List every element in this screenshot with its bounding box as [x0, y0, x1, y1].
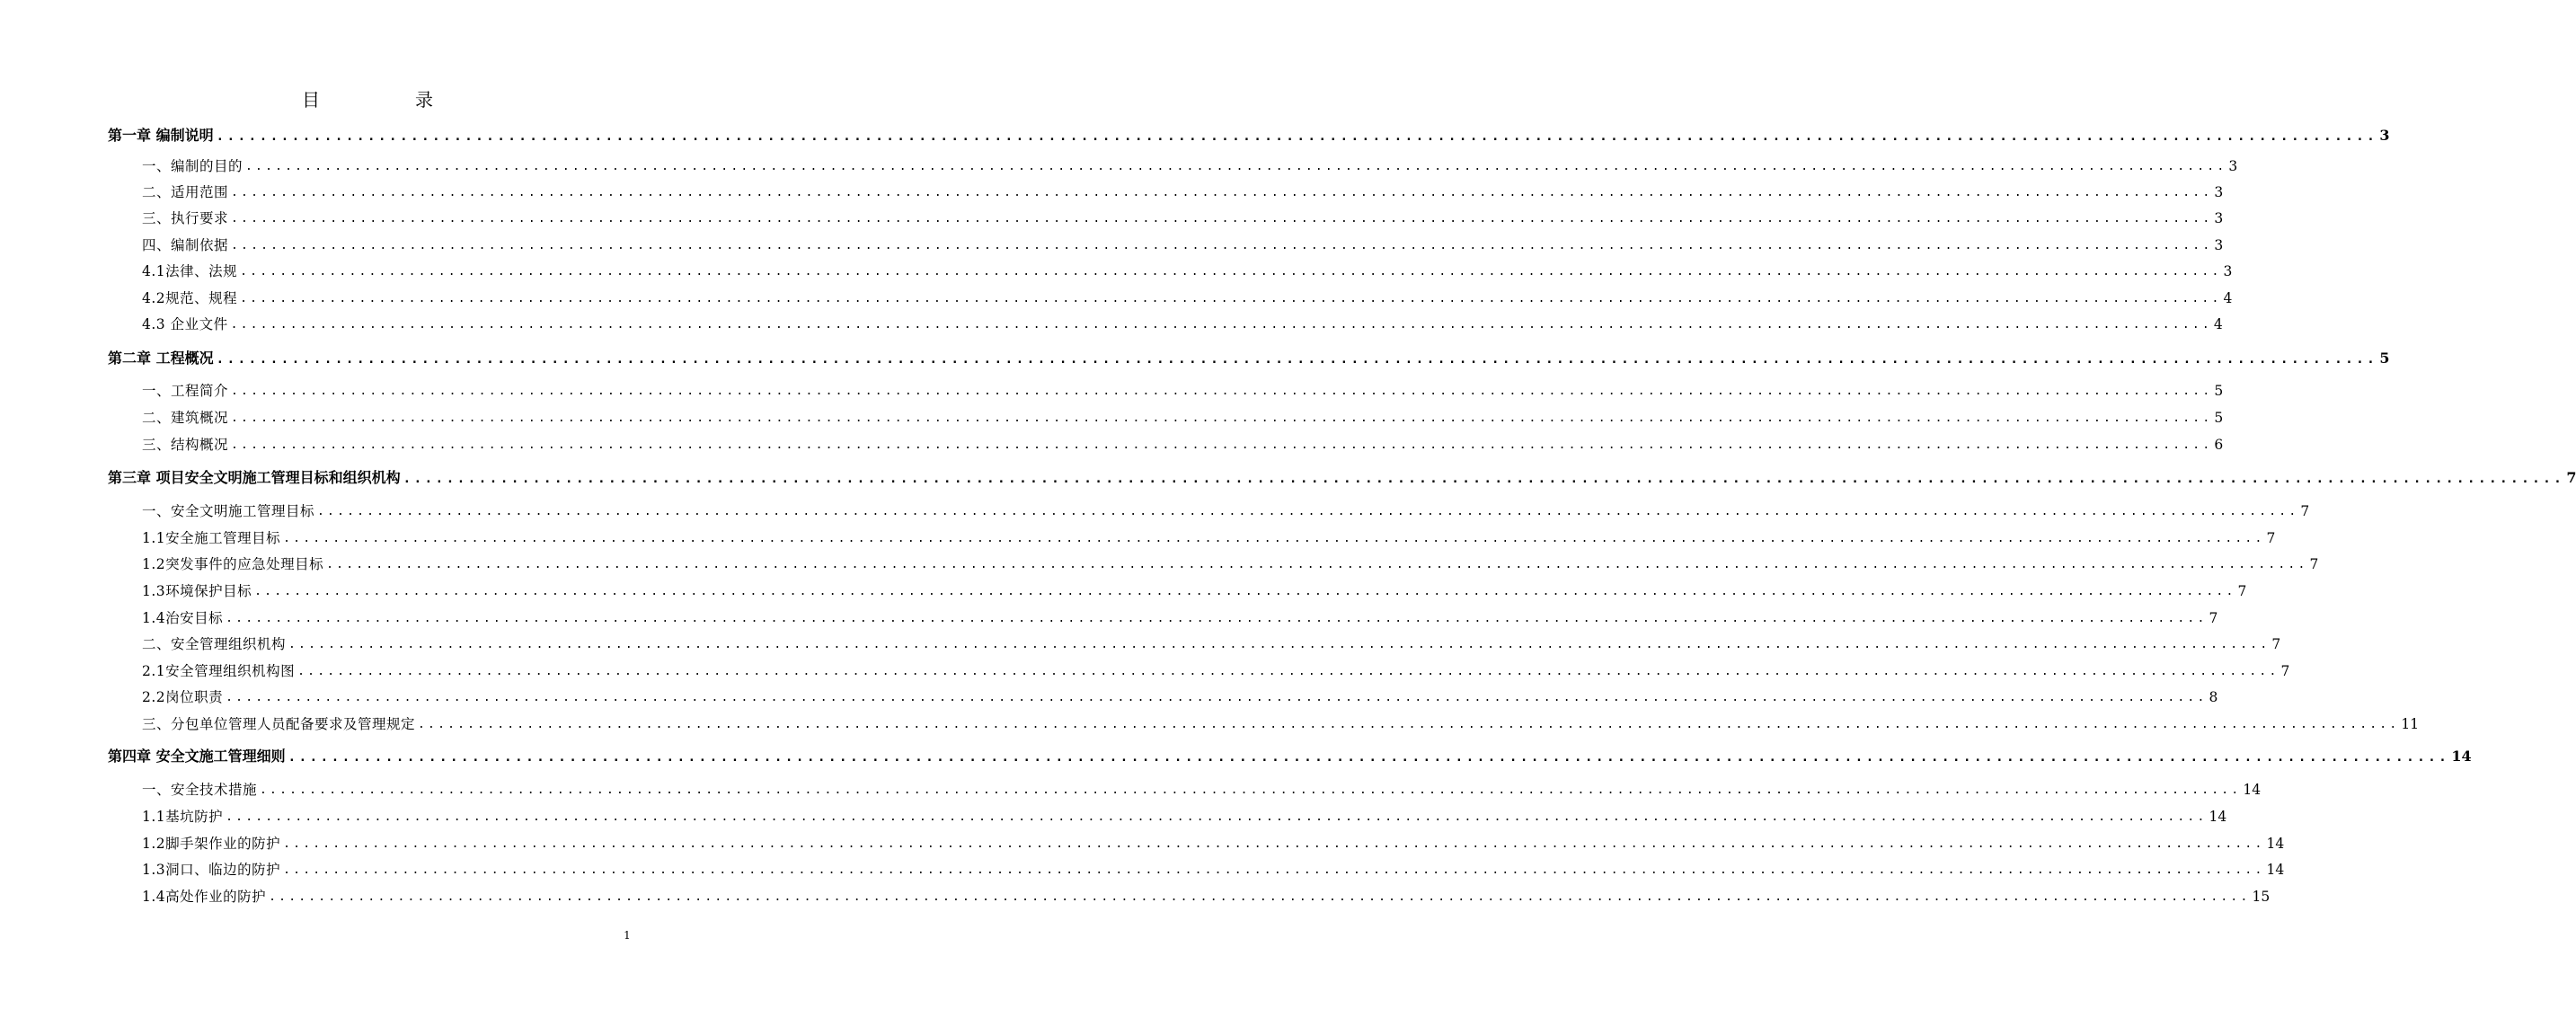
toc-entry-page-number: 7: [2280, 663, 2290, 679]
toc-section-entry[interactable]: [142, 634, 2281, 654]
dot-leader: ........................................................................................................................................................................................................: [240, 265, 2222, 279]
dot-leader: ........................................................................................................................................................................................................: [230, 318, 2212, 332]
dot-leader: ........................................................................................................................................................................................................: [231, 438, 2213, 452]
toc-section-entry[interactable]: [142, 714, 2420, 734]
toc-entry-page-number: 4: [2213, 316, 2223, 332]
page-number: 1: [624, 929, 631, 942]
toc-entry-page-number: 8: [2209, 689, 2218, 705]
toc-entry-label: 2.1安全管理组织机构图: [142, 663, 296, 679]
toc-entry-page-number: 6: [2214, 437, 2224, 453]
toc-entry-page-number: 7: [2237, 583, 2247, 599]
dot-leader: ........................................................................................................................................................................................................: [269, 890, 2251, 904]
dot-leader: ........................................................................................................................................................................................................: [288, 750, 2450, 765]
toc-title-char-1: 目: [302, 89, 320, 111]
dot-leader: ........................................................................................................................................................................................................: [216, 129, 2378, 144]
dot-leader: ........................................................................................................................................................................................................: [283, 863, 2265, 877]
toc-section-entry[interactable]: [142, 501, 2310, 521]
toc-section-entry[interactable]: [142, 834, 2285, 854]
toc-entry-label: 三、分包单位管理人员配备要求及管理规定: [142, 716, 416, 732]
toc-entry-label: 二、适用范围: [142, 184, 229, 200]
toc-section-entry[interactable]: [142, 554, 2319, 574]
dot-leader: ........................................................................................................................................................................................................: [216, 352, 2378, 367]
toc-entry-label: 二、安全管理组织机构: [142, 636, 287, 652]
dot-leader: ........................................................................................................................................................................................................: [283, 837, 2265, 851]
toc-entry-label: 一、安全技术措施: [142, 782, 258, 798]
toc-section-entry[interactable]: [142, 288, 2233, 308]
toc-entry-page-number: 3: [2214, 210, 2224, 226]
toc-entry-page-number: 5: [2379, 350, 2390, 367]
toc-entry-label: 四、编制依据: [142, 237, 229, 253]
toc-section-entry[interactable]: [142, 408, 2224, 428]
toc-entry-page-number: 5: [2214, 383, 2224, 399]
toc-entry-page-number: 3: [2228, 158, 2238, 174]
toc-entry-page-number: 4: [2223, 290, 2233, 306]
toc-entry-page-number: 14: [2266, 862, 2285, 878]
dot-leader: ........................................................................................................................................................................................................: [317, 505, 2299, 518]
dot-leader: ........................................................................................................................................................................................................: [297, 665, 2279, 678]
toc-title: [0, 86, 713, 113]
toc-chapter-entry[interactable]: [108, 747, 2472, 766]
dot-leader: ........................................................................................................................................................................................................: [283, 532, 2265, 545]
toc-entry-page-number: 3: [2214, 237, 2224, 253]
toc-section-entry[interactable]: [142, 381, 2224, 401]
toc-entry-page-number: 3: [2379, 127, 2390, 144]
toc-entry-label: 1.3环境保护目标: [142, 583, 252, 599]
toc-entry-label: 第三章 项目安全文明施工管理目标和组织机构: [108, 469, 401, 486]
toc-chapter-entry[interactable]: [108, 468, 2576, 488]
toc-entry-label: 4.1法律、法规: [142, 263, 238, 279]
toc-chapter-entry[interactable]: [108, 349, 2390, 368]
dot-leader: ........................................................................................................................................................................................................: [403, 472, 2565, 486]
toc-entry-page-number: 7: [2209, 610, 2218, 626]
toc-entry-page-number: 7: [2266, 530, 2276, 546]
toc-section-entry[interactable]: [142, 435, 2224, 455]
toc-entry-label: 1.4治安目标: [142, 610, 224, 626]
toc-entry-label: 一、安全文明施工管理目标: [142, 503, 315, 519]
dot-leader: ........................................................................................................................................................................................................: [231, 385, 2213, 398]
toc-entry-page-number: 5: [2214, 410, 2224, 426]
dot-leader: ........................................................................................................................................................................................................: [240, 292, 2222, 305]
toc-entry-label: 1.2突发事件的应急处理目标: [142, 556, 324, 572]
toc-section-entry[interactable]: [142, 261, 2233, 281]
toc-entry-page-number: 7: [2300, 503, 2310, 519]
toc-entry-page-number: 15: [2252, 889, 2271, 905]
dot-leader: ........................................................................................................................................................................................................: [226, 691, 2208, 704]
toc-chapter-entry[interactable]: [108, 126, 2390, 146]
dot-leader: ........................................................................................................................................................................................................: [326, 558, 2308, 571]
toc-title-char-2: 录: [415, 89, 433, 111]
toc-entry-label: 一、工程简介: [142, 383, 229, 399]
toc-entry-page-number: 14: [2451, 748, 2472, 765]
dot-leader: ........................................................................................................................................................................................................: [254, 585, 2236, 598]
toc-entry-label: 第四章 安全文施工管理细则: [108, 748, 286, 765]
toc-section-entry[interactable]: [142, 807, 2227, 827]
dot-leader: ........................................................................................................................................................................................................: [288, 638, 2271, 651]
toc-entry-label: 一、编制的目的: [142, 158, 243, 174]
toc-entry-label: 2.2岗位职责: [142, 689, 224, 705]
toc-section-entry[interactable]: [142, 235, 2224, 255]
toc-entry-label: 1.3洞口、临边的防护: [142, 862, 281, 878]
toc-entry-label: 1.1安全施工管理目标: [142, 530, 281, 546]
toc-section-entry[interactable]: [142, 156, 2238, 176]
toc-section-entry[interactable]: [142, 780, 2262, 800]
toc-entry-label: 1.2脚手架作业的防护: [142, 836, 281, 852]
toc-section-entry[interactable]: [142, 314, 2223, 334]
toc-section-entry[interactable]: [142, 581, 2247, 601]
dot-leader: ........................................................................................................................................................................................................: [418, 718, 2400, 731]
dot-leader: ........................................................................................................................................................................................................: [245, 160, 2227, 173]
toc-section-entry[interactable]: [142, 182, 2224, 202]
toc-section-entry[interactable]: [142, 687, 2218, 707]
toc-entry-page-number: 7: [2566, 469, 2576, 486]
toc-entry-page-number: 7: [2309, 556, 2319, 572]
dot-leader: ........................................................................................................................................................................................................: [231, 412, 2213, 425]
toc-entry-page-number: 14: [2266, 836, 2285, 852]
toc-section-entry[interactable]: [142, 887, 2271, 907]
toc-entry-page-number: 3: [2223, 263, 2233, 279]
toc-entry-label: 第一章 编制说明: [108, 127, 214, 144]
toc-section-entry[interactable]: [142, 860, 2285, 880]
toc-entry-label: 4.3 企业文件: [142, 316, 228, 332]
toc-entry-page-number: 14: [2243, 782, 2262, 798]
dot-leader: ........................................................................................................................................................................................................: [231, 186, 2213, 199]
dot-leader: ........................................................................................................................................................................................................: [226, 810, 2208, 824]
toc-entry-label: 二、建筑概况: [142, 410, 229, 426]
toc-section-entry[interactable]: [142, 528, 2276, 548]
toc-entry-page-number: 14: [2209, 809, 2227, 825]
dot-leader: ........................................................................................................................................................................................................: [226, 612, 2208, 625]
dot-leader: ........................................................................................................................................................................................................: [231, 239, 2213, 252]
dot-leader: ........................................................................................................................................................................................................: [231, 212, 2213, 226]
toc-entry-label: 三、结构概况: [142, 437, 229, 453]
toc-entry-label: 三、执行要求: [142, 210, 229, 226]
toc-section-entry[interactable]: [142, 608, 2218, 628]
dot-leader: ........................................................................................................................................................................................................: [260, 783, 2242, 797]
toc-section-entry[interactable]: [142, 208, 2224, 228]
toc-entry-label: 1.1基坑防护: [142, 809, 224, 825]
toc-entry-label: 1.4高处作业的防护: [142, 889, 267, 905]
toc-entry-label: 4.2规范、规程: [142, 290, 238, 306]
toc-entry-page-number: 11: [2401, 716, 2420, 732]
toc-section-entry[interactable]: [142, 661, 2290, 681]
toc-entry-page-number: 3: [2214, 184, 2224, 200]
toc-entry-label: 第二章 工程概况: [108, 350, 214, 367]
toc-entry-page-number: 7: [2271, 636, 2281, 652]
